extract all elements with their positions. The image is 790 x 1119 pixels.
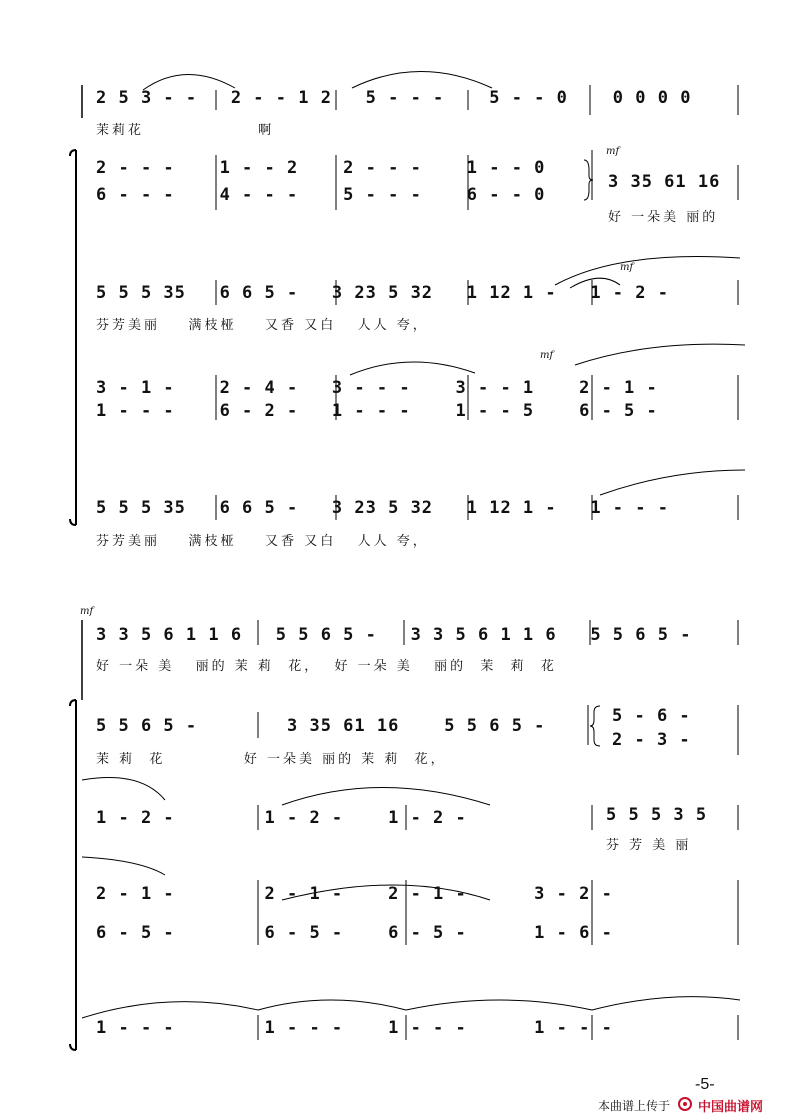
s3-melody-notes: 3 3 5 6 1 1 6 5 5 6 5 - 3 3 5 6 1 1 6 5 5 6 5 -: [96, 625, 692, 645]
s3-third-voice-notes: 1 - 2 - 1 - 2 - 1 - 2 -: [96, 808, 467, 828]
mf-dynamic: mf: [540, 350, 554, 361]
upload-credit: 本曲谱上传于: [598, 1099, 671, 1113]
s3-third-voice-tail-lyric: 芬 芳 美 丽: [606, 838, 692, 853]
brand-logo-icon: [678, 1096, 694, 1110]
s3-second-voice-notes: 5 5 6 5 - 3 35 61 16 5 5 6 5 -: [96, 716, 546, 736]
s3-chord-top-notes: 5 - 6 -: [612, 706, 691, 726]
s3-second-voice-lyric: 茉 莉 花 好 一朵美 丽的 茉 莉 花，: [96, 752, 447, 767]
s2-bass-notes: 5 5 5 35 6 6 5 - 3 23 5 32 1 12 1 - 1 - - -: [96, 498, 669, 518]
s1-tail-notes: 3 35 61 16: [608, 172, 721, 192]
s1-lower-harmony-notes: 6 - - - 4 - - - 5 - - - 6 - - 0: [96, 185, 546, 205]
s1-melody-lyric: 茉莉花 啊: [96, 123, 275, 138]
s1-tail-lyric: 好 一朵美 丽的: [608, 210, 719, 225]
s2-bass-lyric: 芬芳美丽 满枝桠 又香 又白 人人 夸，: [96, 534, 429, 549]
mf-dynamic: mf: [620, 262, 634, 273]
s3-fourth-voice-notes: 2 - 1 - 2 - 1 - 2 - 1 - 3 - 2 -: [96, 884, 613, 904]
s2-upper-harmony-notes: 3 - 1 - 2 - 4 - 3 - - - 3 - - 1 2 - 1 -: [96, 378, 658, 398]
s1-melody-notes: 2 5 3 - - 2 - - 1 2 5 - - - 5 - - 0 0 0 0 0: [96, 88, 692, 108]
s2-lower-harmony-notes: 1 - - - 6 - 2 - 1 - - - 1 - - 5 6 - 5 -: [96, 401, 658, 421]
s3-chord-bottom-notes: 2 - 3 -: [612, 730, 691, 750]
s1-upper-harmony-notes: 2 - - - 1 - - 2 2 - - - 1 - - 0: [96, 158, 546, 178]
s2-melody-notes: 5 5 5 35 6 6 5 - 3 23 5 32 1 12 1 - 1 - 2 -: [96, 283, 669, 303]
mf-dynamic: mf: [606, 146, 620, 157]
brand-name[interactable]: 中国曲谱网: [698, 1099, 764, 1114]
s3-melody-lyric: 好 一朵 美 丽的 茉 莉 花， 好 一朵 美 丽的 茉 莉 花: [96, 659, 557, 674]
s2-melody-lyric: 芬芳美丽 满枝桠 又香 又白 人人 夸，: [96, 318, 429, 333]
s3-third-voice-tail-notes: 5 5 5 3 5: [606, 805, 708, 825]
mf-dynamic: mf: [80, 606, 94, 617]
s3-bass-notes: 1 - - - 1 - - - 1 - - - 1 - - -: [96, 1018, 613, 1038]
s3-fifth-voice-notes: 6 - 5 - 6 - 5 - 6 - 5 - 1 - 6 -: [96, 923, 613, 943]
page-number: -5-: [695, 1076, 715, 1093]
